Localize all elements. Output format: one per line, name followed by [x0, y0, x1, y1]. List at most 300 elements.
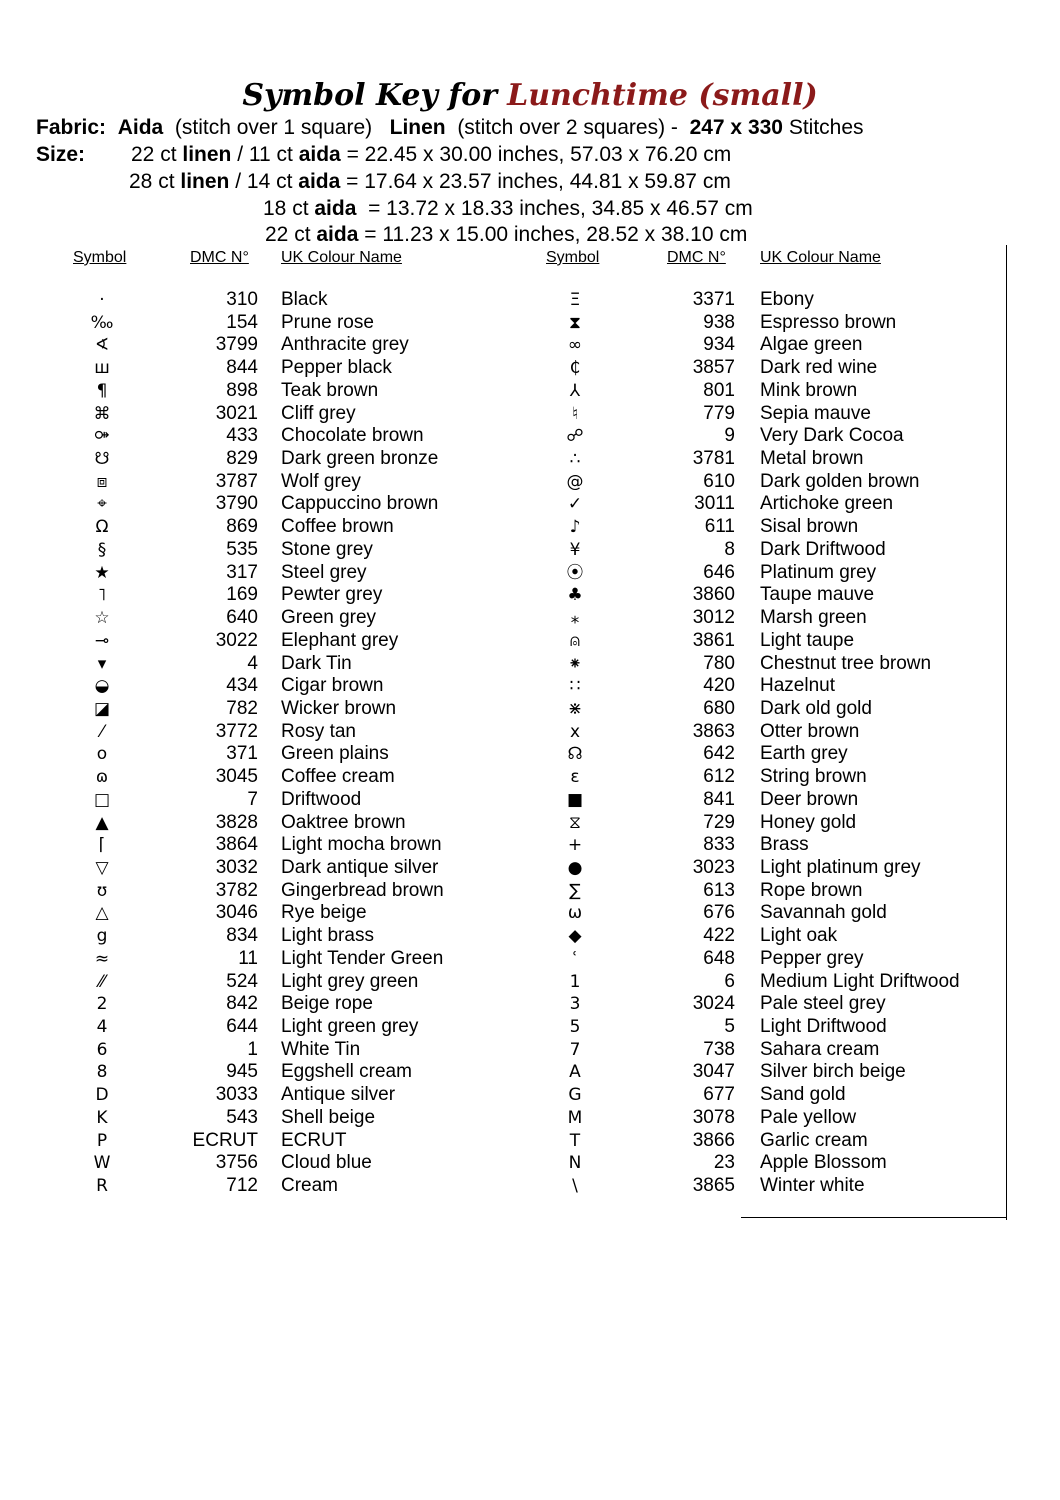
stitch-symbol: ◆ [568, 926, 582, 947]
table-row [72, 653, 492, 676]
colour-name: Light grey green [281, 970, 419, 992]
colour-name: Chocolate brown [281, 425, 424, 447]
colour-name: Green plains [281, 743, 389, 765]
dmc-number: 3857 [692, 357, 735, 379]
colour-name: Algae green [760, 334, 863, 356]
dmc-number: 3861 [692, 629, 735, 651]
stitch-symbol: ▽ [95, 857, 109, 878]
colour-name: Light platinum grey [760, 856, 921, 878]
stitch-symbol: ⅄ [569, 380, 581, 401]
colour-name: Sisal brown [760, 516, 859, 538]
colour-name: Metal brown [760, 448, 864, 470]
stitch-symbol: ● [567, 857, 583, 878]
table-row [545, 925, 1000, 948]
table-row [72, 584, 492, 607]
table-row [72, 1130, 492, 1153]
header-name-right: UK Colour Name [760, 249, 881, 266]
colour-name: Pale steel grey [760, 993, 886, 1015]
table-row [545, 312, 1000, 335]
dmc-number: 3024 [692, 993, 735, 1015]
stitch-symbol: 2 [96, 994, 108, 1015]
dmc-number: 3863 [692, 720, 735, 742]
table-row [72, 607, 492, 630]
stitch-count: 247 x 330 [689, 116, 783, 139]
stitch-symbol: ⧖ [569, 812, 581, 833]
table-row [72, 743, 492, 766]
dmc-number: 676 [703, 902, 735, 924]
symbol-table-left [72, 289, 492, 1198]
stitch-symbol: D [95, 1085, 109, 1106]
colour-name: Beige rope [281, 993, 373, 1015]
frame-bottom-border [741, 1217, 1007, 1218]
header-name-left: UK Colour Name [281, 249, 402, 266]
table-row [72, 1039, 492, 1062]
dmc-number: 3032 [215, 856, 258, 878]
table-row [72, 1107, 492, 1130]
stitch-symbol: 4 [96, 1017, 108, 1037]
table-row [545, 516, 1000, 539]
dmc-number: 712 [226, 1175, 258, 1197]
table-row [72, 834, 492, 857]
stitches-word: Stitches [788, 116, 864, 139]
table-row [72, 675, 492, 698]
table-row [545, 630, 1000, 653]
stitch-symbol: ˥ [97, 585, 107, 606]
stitch-symbol: 3 [569, 994, 581, 1015]
colour-name: Gingerbread brown [281, 879, 444, 901]
stitch-symbol: @ [566, 471, 584, 492]
table-row [72, 539, 492, 562]
fabric-line [36, 115, 864, 141]
table-row [545, 834, 1000, 857]
colour-name: Apple Blossom [760, 1152, 887, 1174]
table-row [72, 721, 492, 744]
colour-name: Sand gold [760, 1084, 846, 1106]
colour-name: Stone grey [281, 538, 373, 560]
dmc-number: 3860 [692, 584, 735, 606]
stitch-symbol: W [93, 1153, 111, 1174]
stitch-symbol: ⦿ [566, 562, 584, 583]
stitch-symbol: g [96, 926, 108, 947]
page-title [0, 78, 1060, 114]
dmc-number: 612 [703, 766, 735, 788]
colour-name: Dark Tin [281, 652, 352, 674]
stitch-symbol: ⚩ [94, 426, 110, 447]
dmc-number: 829 [226, 448, 258, 470]
colour-name: Pale yellow [760, 1106, 857, 1128]
dmc-number: 648 [703, 947, 735, 969]
colour-name: Dark golden brown [760, 470, 920, 492]
stitch-symbol: ☆ [94, 608, 110, 629]
header-symbol-right: Symbol [546, 249, 600, 266]
colour-name: Elephant grey [281, 629, 399, 651]
stitch-symbol: ш [94, 358, 110, 379]
colour-name: Dark red wine [760, 357, 878, 379]
stitch-symbol: R [96, 1176, 108, 1197]
dmc-number: 3781 [692, 448, 735, 470]
dmc-number: 3787 [215, 470, 258, 492]
stitch-symbol: ⁕ [567, 653, 583, 674]
dmc-number: 3782 [215, 879, 258, 901]
table-row [545, 698, 1000, 721]
dmc-number: 420 [703, 675, 735, 697]
dmc-number: 640 [226, 607, 258, 629]
stitch-symbol: ∑ [569, 880, 581, 901]
table-row [545, 1016, 1000, 1039]
stitch-symbol: ⌘ [93, 403, 111, 424]
colour-name: Hazelnut [760, 675, 835, 697]
table-row [72, 698, 492, 721]
table-row [72, 925, 492, 948]
colour-name: Dark green bronze [281, 448, 439, 470]
table-row [545, 357, 1000, 380]
colour-name: Black [281, 289, 328, 310]
dmc-number: 610 [703, 470, 735, 492]
stitch-symbol: ☋ [94, 449, 110, 470]
dmc-number: 934 [703, 334, 735, 356]
table-row [72, 493, 492, 516]
colour-name: Otter brown [760, 720, 860, 742]
stitch-symbol: ⊸ [94, 630, 110, 651]
dmc-number: 611 [704, 516, 735, 538]
dmc-number: 3756 [215, 1152, 258, 1174]
stitch-symbol: Ω [95, 517, 109, 538]
stitch-symbol: ɷ [95, 767, 109, 788]
table-row [72, 334, 492, 357]
table-row [72, 403, 492, 426]
stitch-symbol: ☊ [567, 744, 583, 765]
table-row [545, 971, 1000, 994]
size-row: 22 ct aida = 11.23 x 15.00 inches, 28.52 x 38.10 cm [265, 223, 748, 246]
stitch-symbol: ⧗ [569, 312, 581, 333]
dmc-number: 11 [238, 947, 258, 969]
stitch-symbol: 1 [569, 971, 581, 992]
dmc-number: 3790 [215, 493, 258, 515]
stitch-symbol: ⧈ [96, 471, 108, 492]
stitch-symbol: ✓ [567, 494, 583, 515]
dmc-number: 3865 [692, 1175, 735, 1197]
dmc-number: 3772 [215, 720, 258, 742]
stitch-symbol: ɛ [570, 767, 580, 788]
colour-name: Wolf grey [281, 470, 361, 492]
table-row [545, 448, 1000, 471]
stitch-symbol: x [569, 721, 581, 742]
colour-name: Steel grey [281, 561, 367, 583]
dmc-number: 3012 [692, 607, 735, 629]
table-row [545, 607, 1000, 630]
colour-name: Anthracite grey [281, 334, 409, 356]
stitch-symbol: ⍝ [569, 630, 581, 651]
dmc-number: 4 [247, 652, 258, 674]
dmc-number: 3011 [694, 493, 735, 515]
dmc-number: 3371 [692, 289, 735, 310]
colour-name: ECRUT [281, 1129, 347, 1151]
colour-name: Dark antique silver [281, 856, 439, 878]
stitch-symbol: ʊ [96, 880, 108, 901]
dmc-number: 644 [226, 1016, 258, 1037]
colour-name: Rope brown [760, 879, 863, 901]
stitch-symbol: T [569, 1130, 581, 1151]
dmc-number: 535 [226, 538, 258, 560]
dmc-number: 6 [724, 970, 735, 992]
table-row [72, 766, 492, 789]
dmc-number: 782 [226, 697, 258, 719]
stitch-symbol: K [96, 1107, 108, 1128]
dmc-number: 729 [703, 811, 735, 833]
table-row [72, 562, 492, 585]
size-row: 28 ct linen / 14 ct aida = 17.64 x 23.57 inches, 44.81 x 59.87 cm [129, 170, 731, 193]
table-row [545, 880, 1000, 903]
colour-name: Rye beige [281, 902, 367, 924]
stitch-symbol: ⁎ [570, 608, 580, 629]
table-row [545, 653, 1000, 676]
table-row [72, 425, 492, 448]
dmc-number: 3046 [215, 902, 258, 924]
colour-name: Sahara cream [760, 1038, 880, 1060]
table-row [72, 971, 492, 994]
table-row [545, 812, 1000, 835]
dmc-number: 9 [724, 425, 735, 447]
table-row [72, 516, 492, 539]
colour-name: String brown [760, 766, 867, 788]
table-row [545, 289, 1000, 312]
fabric-aida: Aida [117, 116, 164, 139]
stitch-symbol: □ [93, 789, 111, 810]
colour-name: Green grey [281, 607, 377, 629]
dmc-number: 8 [724, 538, 735, 560]
stitch-symbol: ∞ [567, 335, 583, 356]
table-row [545, 857, 1000, 880]
header-dmc-left: DMC N° [190, 249, 249, 266]
dmc-number: 524 [226, 970, 258, 992]
table-row [72, 630, 492, 653]
table-row [545, 948, 1000, 971]
table-row [72, 1084, 492, 1107]
colour-name: Garlic cream [760, 1129, 868, 1151]
colour-name: Deer brown [760, 788, 859, 810]
stitch-symbol: ʿ [572, 948, 578, 969]
stitch-symbol: G [568, 1085, 582, 1106]
stitch-symbol: · [99, 290, 105, 310]
stitch-symbol: ▲ [95, 812, 109, 833]
colour-name: Brass [760, 834, 809, 856]
stitch-symbol: ■ [566, 789, 584, 810]
stitch-symbol: o [96, 744, 108, 765]
colour-name: Honey gold [760, 811, 857, 833]
dmc-number: 434 [226, 675, 258, 697]
table-row [545, 789, 1000, 812]
dmc-number: 3864 [215, 834, 258, 856]
dmc-number: 23 [713, 1152, 735, 1174]
table-row [545, 743, 1000, 766]
stitch-symbol: ¥ [569, 539, 581, 560]
stitch-symbol: ◒ [94, 676, 110, 697]
fabric-label: Fabric: [36, 116, 107, 139]
dmc-number: 154 [226, 311, 258, 333]
title-prefix: Symbol Key for [242, 78, 498, 113]
dmc-number: 3047 [692, 1061, 735, 1083]
fabric-linen: Linen [389, 116, 446, 139]
colour-name: Light green grey [281, 1016, 419, 1037]
fabric-linen-note: (stitch over 2 squares) - [457, 116, 678, 139]
dmc-number: 646 [703, 561, 735, 583]
stitch-symbol: ⁄ [100, 721, 104, 742]
table-row [545, 1152, 1000, 1175]
colour-name: Shell beige [281, 1106, 376, 1128]
stitch-symbol: ¶ [96, 380, 108, 401]
table-row [545, 902, 1000, 925]
table-row [545, 471, 1000, 494]
stitch-symbol: ∴ [569, 449, 581, 470]
colour-name: Taupe mauve [760, 584, 875, 606]
dmc-number: 3022 [215, 629, 258, 651]
stitch-symbol: + [567, 835, 583, 856]
stitch-symbol: ⌖ [97, 494, 107, 515]
colour-name: Sepia mauve [760, 402, 871, 424]
stitch-symbol: Ξ [569, 290, 581, 310]
colour-name: Light Tender Green [281, 947, 444, 969]
table-row [545, 539, 1000, 562]
colour-name: Cappuccino brown [281, 493, 439, 515]
stitch-symbol: ₵ [569, 358, 581, 379]
dmc-number: 869 [226, 516, 258, 538]
stitch-symbol: 5 [569, 1017, 581, 1037]
symbol-table-right [545, 289, 1000, 1198]
colour-name: Very Dark Cocoa [760, 425, 904, 447]
colour-name: Light Driftwood [760, 1016, 887, 1037]
stitch-symbol: ▾ [97, 653, 107, 674]
colour-name: Light brass [281, 925, 374, 947]
stitch-symbol: ⋇ [567, 698, 583, 719]
colour-name: Cloud blue [281, 1152, 372, 1174]
fabric-aida-note: (stitch over 1 square) [174, 116, 373, 139]
colour-name: Light oak [760, 925, 838, 947]
table-row [72, 289, 492, 312]
dmc-number: 7 [247, 788, 258, 810]
stitch-symbol: ω [567, 903, 583, 924]
table-row [72, 471, 492, 494]
table-row [545, 721, 1000, 744]
dmc-number: 938 [703, 311, 735, 333]
table-row [545, 1061, 1000, 1084]
colour-name: Light mocha brown [281, 834, 442, 856]
stitch-symbol: ☍ [566, 426, 584, 447]
table-row [545, 380, 1000, 403]
stitch-symbol: P [96, 1130, 108, 1151]
table-row [545, 562, 1000, 585]
colour-name: Chestnut tree brown [760, 652, 932, 674]
size-row: 22 ct linen / 11 ct aida = 22.45 x 30.00 inches, 57.03 x 76.20 cm [131, 143, 732, 166]
dmc-number: 844 [226, 357, 258, 379]
table-row [72, 312, 492, 335]
colour-name: Oaktree brown [281, 811, 406, 833]
table-row [545, 425, 1000, 448]
stitch-symbol: ∷ [569, 676, 581, 697]
table-row [545, 1039, 1000, 1062]
dmc-number: 738 [703, 1038, 735, 1060]
table-row [545, 334, 1000, 357]
table-row [72, 993, 492, 1016]
table-row [545, 1130, 1000, 1153]
dmc-number: 3078 [692, 1106, 735, 1128]
dmc-number: 677 [703, 1084, 735, 1106]
colour-name: Silver birch beige [760, 1061, 906, 1083]
colour-name: Light taupe [760, 629, 855, 651]
stitch-symbol: ∢ [94, 335, 110, 356]
colour-name: Eggshell cream [281, 1061, 412, 1083]
table-row [72, 448, 492, 471]
dmc-number: 680 [703, 697, 735, 719]
header-dmc-right: DMC N° [667, 249, 726, 266]
table-row [72, 357, 492, 380]
colour-name: Dark old gold [760, 697, 872, 719]
stitch-symbol: ‰ [90, 312, 114, 333]
stitch-symbol: ♪ [569, 517, 581, 538]
stitch-symbol: ⌈ [98, 835, 106, 856]
table-row [545, 1084, 1000, 1107]
stitch-symbol: \ [572, 1176, 578, 1197]
table-row [545, 766, 1000, 789]
stitch-symbol: 6 [96, 1039, 108, 1060]
colour-name: Wicker brown [281, 697, 397, 719]
colour-name: Rosy tan [281, 720, 356, 742]
dmc-number: 3045 [215, 766, 258, 788]
table-row [545, 403, 1000, 426]
dmc-number: 779 [703, 402, 735, 424]
table-row [72, 1061, 492, 1084]
stitch-symbol: A [569, 1062, 581, 1083]
dmc-number: 841 [703, 788, 735, 810]
table-row [545, 675, 1000, 698]
table-row [72, 789, 492, 812]
colour-name: Savannah gold [760, 902, 887, 924]
stitch-symbol: ♮ [571, 403, 579, 424]
stitch-symbol: △ [95, 903, 109, 924]
dmc-number: 3023 [692, 856, 735, 878]
stitch-symbol: § [97, 539, 107, 560]
dmc-number: 5 [724, 1016, 735, 1037]
stitch-symbol: 7 [569, 1039, 581, 1060]
colour-name: Cliff grey [281, 402, 356, 424]
colour-name: Prune rose [281, 311, 374, 333]
table-row [72, 1152, 492, 1175]
dmc-number: 3033 [215, 1084, 258, 1106]
dmc-number: 3866 [692, 1129, 735, 1151]
colour-name: Coffee brown [281, 516, 394, 538]
dmc-number: ECRUT [192, 1129, 258, 1151]
colour-name: Earth grey [760, 743, 848, 765]
colour-name: Medium Light Driftwood [760, 970, 960, 992]
stitch-symbol: N [568, 1153, 582, 1174]
dmc-number: 3828 [215, 811, 258, 833]
colour-name: Driftwood [281, 788, 362, 810]
table-row [545, 1175, 1000, 1198]
colour-name: Cream [281, 1175, 339, 1197]
dmc-number: 801 [703, 379, 735, 401]
table-row [72, 380, 492, 403]
colour-name: White Tin [281, 1038, 361, 1060]
colour-name: Antique silver [281, 1084, 396, 1106]
pattern-name: Lunchtime (small) [507, 78, 818, 113]
table-row [545, 493, 1000, 516]
dmc-number: 310 [226, 289, 258, 310]
stitch-symbol: ◪ [93, 698, 111, 719]
table-row [72, 880, 492, 903]
colour-name: Ebony [760, 289, 814, 310]
stitch-symbol: ★ [94, 562, 110, 583]
dmc-number: 317 [226, 561, 258, 583]
table-row [72, 1175, 492, 1198]
